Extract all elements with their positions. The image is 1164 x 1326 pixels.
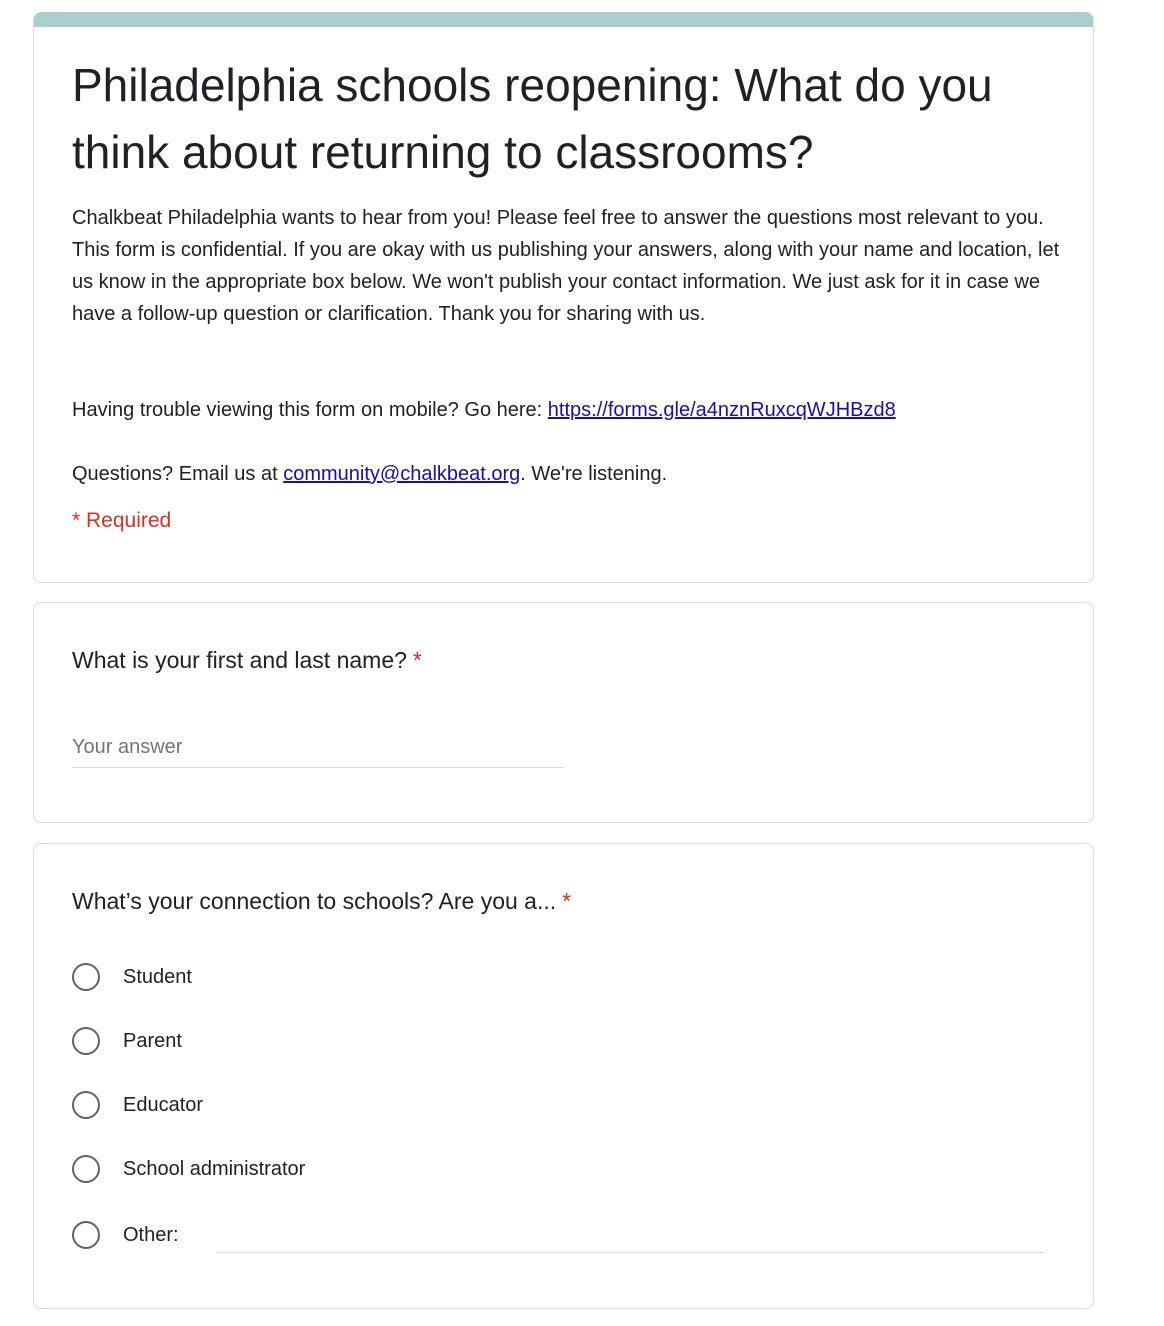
radio-button[interactable] xyxy=(72,1221,100,1249)
radio-option-parent[interactable] xyxy=(72,1024,182,1058)
contact-note xyxy=(72,458,1062,490)
radio-button[interactable] xyxy=(72,1091,100,1119)
radio-option-other[interactable] xyxy=(72,1218,179,1252)
radio-option-label: Parent xyxy=(123,1029,182,1052)
mobile-form-link[interactable]: https://forms.gle/a4nznRuxcqWJHBzd8 xyxy=(547,399,896,421)
required-asterisk: * xyxy=(562,888,572,914)
question-card-name xyxy=(33,602,1094,823)
radio-option-school-administrator[interactable] xyxy=(72,1152,305,1186)
mobile-note xyxy=(72,394,1062,426)
contact-note-suffix: . We're listening. xyxy=(520,463,668,485)
radio-option-label: Educator xyxy=(123,1093,204,1116)
other-answer-input[interactable] xyxy=(216,1212,1044,1253)
radio-button[interactable] xyxy=(72,1155,100,1183)
question-title xyxy=(72,647,422,674)
form-header-card xyxy=(33,12,1094,583)
question-title xyxy=(72,888,571,915)
radio-option-educator[interactable] xyxy=(72,1088,203,1122)
header-accent-bar xyxy=(34,12,1093,27)
question-title-text: What’s your connection to schools? Are you a... xyxy=(72,888,557,914)
radio-option-student[interactable] xyxy=(72,960,192,994)
required-note: * Required xyxy=(72,509,172,532)
radio-option-label: Student xyxy=(123,965,192,988)
question-card-connection xyxy=(33,843,1094,1309)
mobile-note-text: Having trouble viewing this form on mobile? Go here: xyxy=(72,399,548,421)
required-asterisk: * xyxy=(412,647,422,673)
question-title-text: What is your first and last name? xyxy=(72,647,407,673)
form-description: Chalkbeat Philadelphia wants to hear from you! Please feel free to answer the questions most relevant to you. This form is confidential. If you are okay with us publishing your answers, along with your name and location, let us know in the appropriate box below. We won't publish your contact information. We just ask for it in case we have a follow-up question or clarification. Thank you for sharing with us. xyxy=(72,207,1060,325)
radio-button[interactable] xyxy=(72,1027,100,1055)
radio-option-label: Other: xyxy=(123,1223,179,1246)
name-answer-input[interactable] xyxy=(72,727,564,768)
radio-option-label: School administrator xyxy=(123,1157,306,1180)
contact-note-prefix: Questions? Email us at xyxy=(72,463,284,485)
email-link[interactable]: community@chalkbeat.org xyxy=(283,463,521,485)
form-title: Philadelphia schools reopening: What do you think about returning to classrooms? xyxy=(72,59,993,178)
radio-button[interactable] xyxy=(72,963,100,991)
